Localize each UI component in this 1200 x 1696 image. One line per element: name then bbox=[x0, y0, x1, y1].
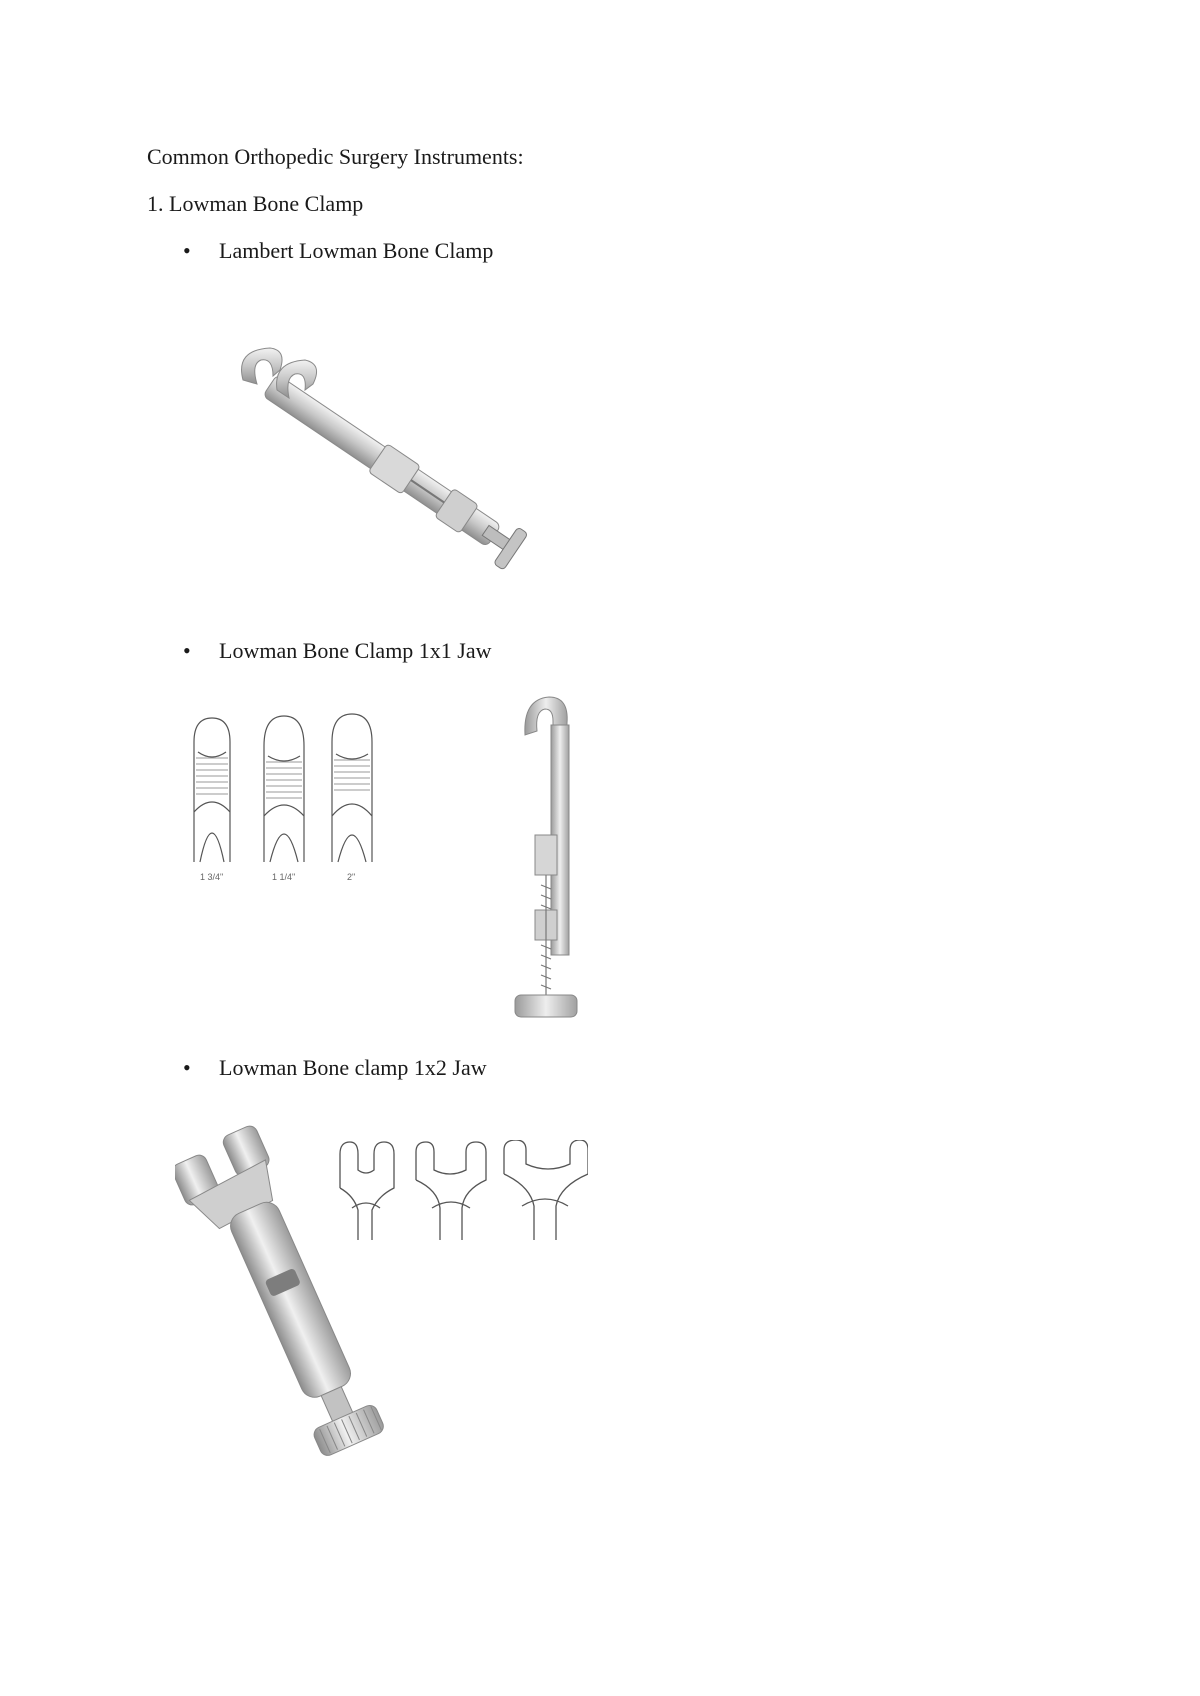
bullet-label: Lowman Bone clamp 1x2 Jaw bbox=[219, 1055, 487, 1080]
lowman-1x1-clamp-image bbox=[505, 695, 595, 1025]
bullet-marker: • bbox=[183, 638, 191, 663]
list-item-lowman-bone-clamp: 1. Lowman Bone Clamp bbox=[147, 191, 364, 216]
lambert-lowman-clamp-image bbox=[225, 340, 555, 590]
bullet-marker: • bbox=[183, 238, 191, 263]
jaw-size-label: 1 3/4" bbox=[200, 872, 224, 882]
jaw-size-label: 1 1/4" bbox=[272, 872, 296, 882]
bullet-marker: • bbox=[183, 1055, 191, 1080]
bullet-label: Lowman Bone Clamp 1x1 Jaw bbox=[219, 638, 492, 663]
document-heading: Common Orthopedic Surgery Instruments: bbox=[147, 144, 524, 169]
jaw-1x1-line-drawings bbox=[192, 712, 392, 892]
bullet-label: Lambert Lowman Bone Clamp bbox=[219, 238, 494, 263]
jaw-1x2-line-drawings bbox=[338, 1140, 588, 1250]
jaw-size-label: 2" bbox=[347, 872, 356, 882]
